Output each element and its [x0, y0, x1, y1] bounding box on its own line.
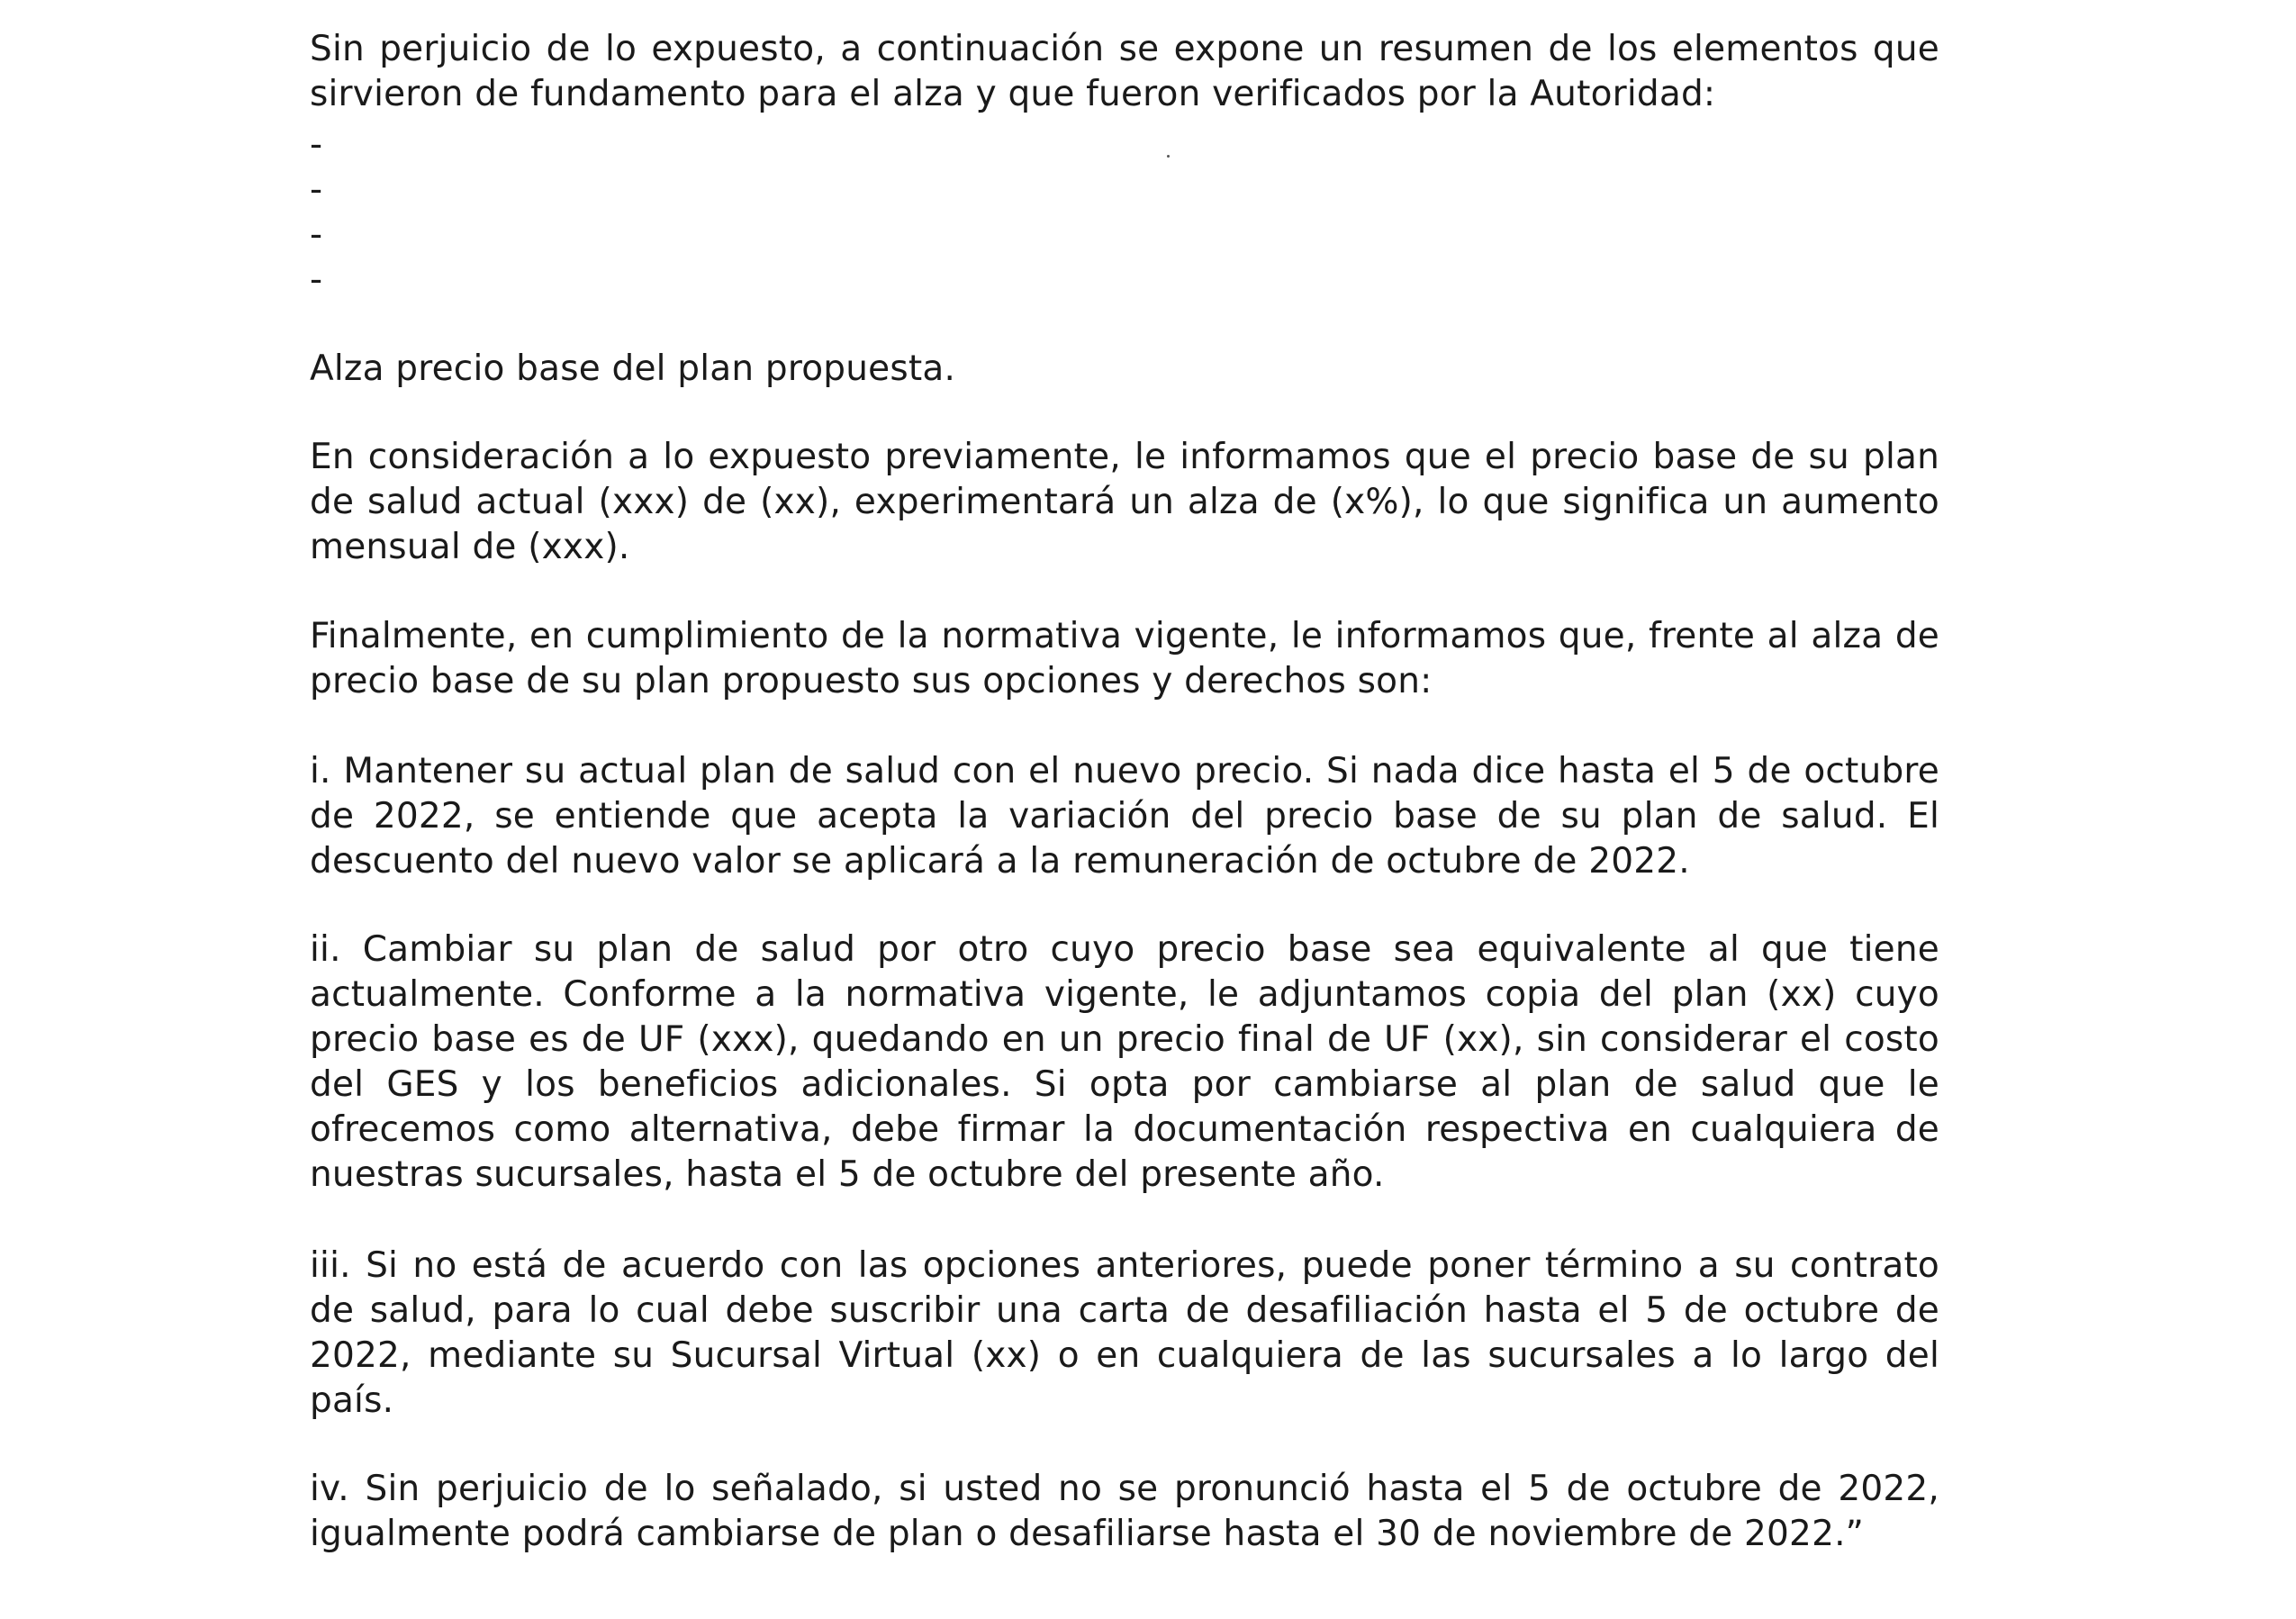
bullet-3: -: [310, 214, 323, 255]
option-iii-paragraph: iii. Si no está de acuerdo con las opciones anteriores, puede poner término a su contrato de salud, para lo cual debe suscribir una carta de desafiliación hasta el 5 de octubre de 2022, mediante su Sucursal Virtual (xx) o en cualquiera de las sucursales a lo largo del país.: [310, 1245, 1939, 1421]
consideracion-paragraph: En consideración a lo expuesto previamente, le informamos que el precio base de su plan de salud actual (xxx) de (xx), experimentará un alza de (x%), lo que significa un aumento mensual de (xxx).: [310, 437, 1939, 567]
finalmente-paragraph: Finalmente, en cumplimiento de la normativa vigente, le informamos que, frente al alza de precio base de su plan propuesto sus opciones y derechos son:: [310, 616, 1939, 701]
intro-paragraph: Sin perjuicio de lo expuesto, a continuación se expone un resumen de los elementos que sirvieron de fundamento para el alza y que fueron verificados por la Autoridad:: [310, 29, 1939, 114]
option-iv-paragraph: iv. Sin perjuicio de lo señalado, si usted no se pronunció hasta el 5 de octubre de 2022, igualmente podrá cambiarse de plan o desafiliarse hasta el 30 de noviembre de 2022.”: [310, 1469, 1939, 1554]
bullet-1: -: [310, 124, 323, 165]
option-i-paragraph: i. Mantener su actual plan de salud con el nuevo precio. Si nada dice hasta el 5 de octubre de 2022, se entiende que acepta la variación del precio base de su plan de salud. El descuento del nuevo valor se aplicará a la remuneración de octubre de 2022.: [310, 751, 1939, 882]
section-heading: Alza precio base del plan propuesta.: [310, 348, 956, 389]
scan-speck: [1167, 155, 1170, 158]
option-ii-paragraph: ii. Cambiar su plan de salud por otro cuyo precio base sea equivalente al que tiene actualmente. Conforme a la normativa vigente, le adjuntamos copia del plan (xx) cuyo precio base es de UF (xxx), quedando en un precio final de UF (xx), sin considerar el costo del GES y los beneficios adicionales. Si opta por cambiarse al plan de salud que le ofrecemos como alternativa, debe firmar la documentación respectiva en cualquiera de nuestras sucursales, hasta el 5 de octubre del presente año.: [310, 929, 1939, 1195]
bullet-4: -: [310, 259, 323, 300]
bullet-2: -: [310, 169, 323, 210]
